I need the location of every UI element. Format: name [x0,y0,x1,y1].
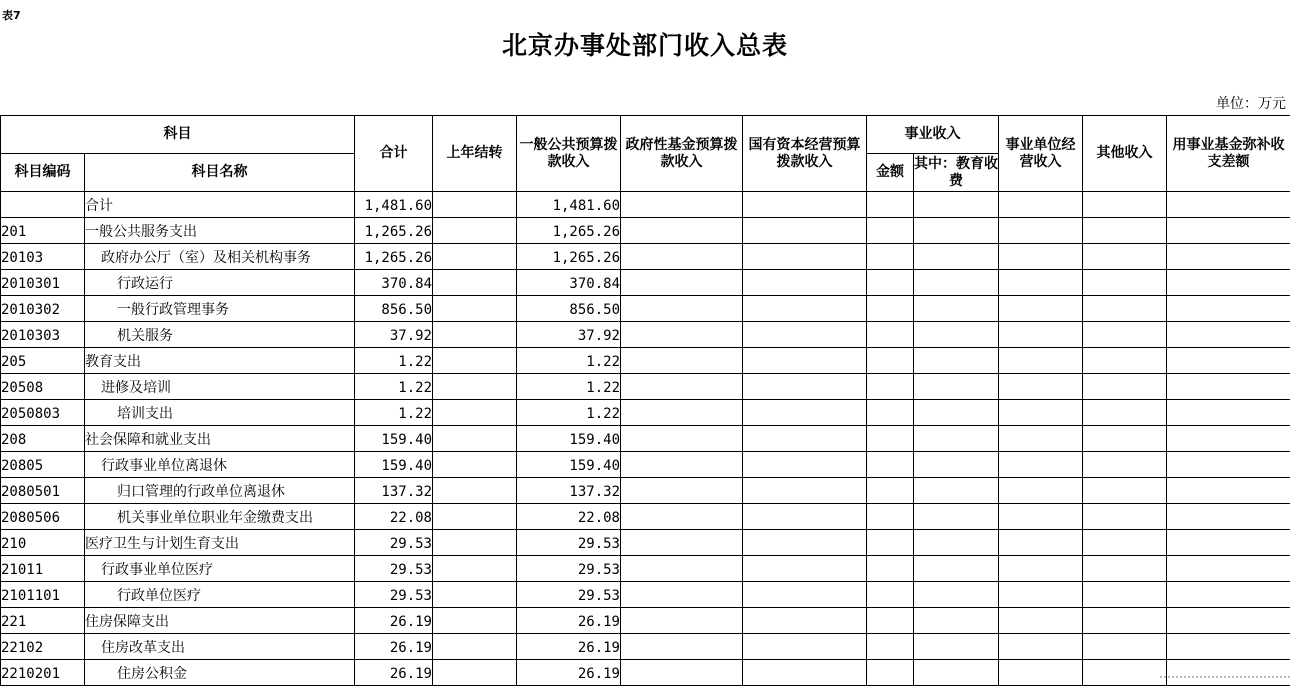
table-row [1,296,1290,322]
row-name: 教育支出 [85,348,355,374]
table-row [1,634,1290,660]
row-name: 合计 [85,192,355,218]
row-total: 26.19 [355,634,433,660]
row-name: 机关事业单位职业年金缴费支出 [85,504,355,530]
row-name: 住房公积金 [85,660,355,686]
row-code [1,192,85,218]
row-general: 29.53 [517,530,621,556]
row-general: 1.22 [517,374,621,400]
table-row [1,608,1290,634]
row-general: 159.40 [517,452,621,478]
row-code: 2080506 [1,504,85,530]
row-general: 37.92 [517,322,621,348]
row-name: 一般公共服务支出 [85,218,355,244]
header-edu-fee: 其中：教育收费 [914,154,999,192]
row-code: 2010303 [1,322,85,348]
row-total: 1,265.26 [355,218,433,244]
table-row [1,504,1290,530]
row-general: 1,265.26 [517,218,621,244]
row-code: 2010302 [1,296,85,322]
table-row [1,192,1290,218]
row-code: 205 [1,348,85,374]
row-total: 159.40 [355,452,433,478]
header-gov-fund: 政府性基金预算拨款收入 [621,116,743,192]
row-total: 1,481.60 [355,192,433,218]
table-row [1,400,1290,426]
header-fund-make-up: 用事业基金弥补收支差额 [1167,116,1290,192]
row-code: 210 [1,530,85,556]
table-row [1,556,1290,582]
row-name: 住房保障支出 [85,608,355,634]
row-code: 221 [1,608,85,634]
row-total: 1.22 [355,400,433,426]
row-code: 20508 [1,374,85,400]
row-name: 住房改革支出 [85,634,355,660]
row-total: 29.53 [355,556,433,582]
table-row [1,530,1290,556]
row-general: 1.22 [517,400,621,426]
row-total: 370.84 [355,270,433,296]
row-general: 26.19 [517,634,621,660]
row-name: 社会保障和就业支出 [85,426,355,452]
row-total: 1,265.26 [355,244,433,270]
row-total: 856.50 [355,296,433,322]
row-total: 159.40 [355,426,433,452]
table-row [1,452,1290,478]
row-name: 行政运行 [85,270,355,296]
row-total: 1.22 [355,348,433,374]
row-name: 医疗卫生与计划生育支出 [85,530,355,556]
row-code: 2101101 [1,582,85,608]
row-code: 2010301 [1,270,85,296]
table-row [1,426,1290,452]
income-table [0,115,1290,686]
header-subject-code: 科目编码 [1,154,85,192]
row-name: 培训支出 [85,400,355,426]
row-name: 机关服务 [85,322,355,348]
row-code: 2210201 [1,660,85,686]
header-other-income: 其他收入 [1083,116,1167,192]
unit-label: 单位：万元 [1216,96,1286,112]
row-total: 22.08 [355,504,433,530]
row-code: 20805 [1,452,85,478]
table-row [1,348,1290,374]
header-subject-name: 科目名称 [85,154,355,192]
row-general: 1,481.60 [517,192,621,218]
table-row [1,374,1290,400]
header-business-income: 事业收入 [867,116,999,154]
row-code: 21011 [1,556,85,582]
row-code: 201 [1,218,85,244]
header-general-budget: 一般公共预算拨款收入 [517,116,621,192]
table-row [1,582,1290,608]
page-title: 北京办事处部门收入总表 [501,31,788,60]
table-row [1,322,1290,348]
row-general: 159.40 [517,426,621,452]
header-amount: 金额 [867,154,914,192]
row-total: 137.32 [355,478,433,504]
row-general: 1,265.26 [517,244,621,270]
row-code: 22102 [1,634,85,660]
table-row [1,660,1290,686]
sheet-label: 表7 [2,9,21,22]
row-general: 137.32 [517,478,621,504]
row-general: 29.53 [517,582,621,608]
row-total: 29.53 [355,530,433,556]
row-code: 208 [1,426,85,452]
row-total: 26.19 [355,660,433,686]
row-name: 归口管理的行政单位离退休 [85,478,355,504]
table-row [1,270,1290,296]
row-name: 一般行政管理事务 [85,296,355,322]
header-subject: 科目 [1,116,355,154]
table-row [1,244,1290,270]
header-unit-operating: 事业单位经营收入 [999,116,1083,192]
row-name: 行政单位医疗 [85,582,355,608]
row-name: 政府办公厅（室）及相关机构事务 [85,244,355,270]
row-total: 1.22 [355,374,433,400]
row-general: 22.08 [517,504,621,530]
row-general: 370.84 [517,270,621,296]
row-total: 29.53 [355,582,433,608]
header-carryover: 上年结转 [433,116,517,192]
row-code: 2050803 [1,400,85,426]
row-general: 856.50 [517,296,621,322]
row-name: 行政事业单位离退休 [85,452,355,478]
row-general: 26.19 [517,608,621,634]
row-general: 26.19 [517,660,621,686]
row-general: 29.53 [517,556,621,582]
row-code: 2080501 [1,478,85,504]
row-name: 进修及培训 [85,374,355,400]
row-total: 26.19 [355,608,433,634]
table-row [1,478,1290,504]
table-row [1,218,1290,244]
row-total: 37.92 [355,322,433,348]
row-name: 行政事业单位医疗 [85,556,355,582]
row-code: 20103 [1,244,85,270]
header-state-capital: 国有资本经营预算拨款收入 [743,116,867,192]
page-edge-mark [1160,676,1290,686]
header-total: 合计 [355,116,433,192]
row-general: 1.22 [517,348,621,374]
